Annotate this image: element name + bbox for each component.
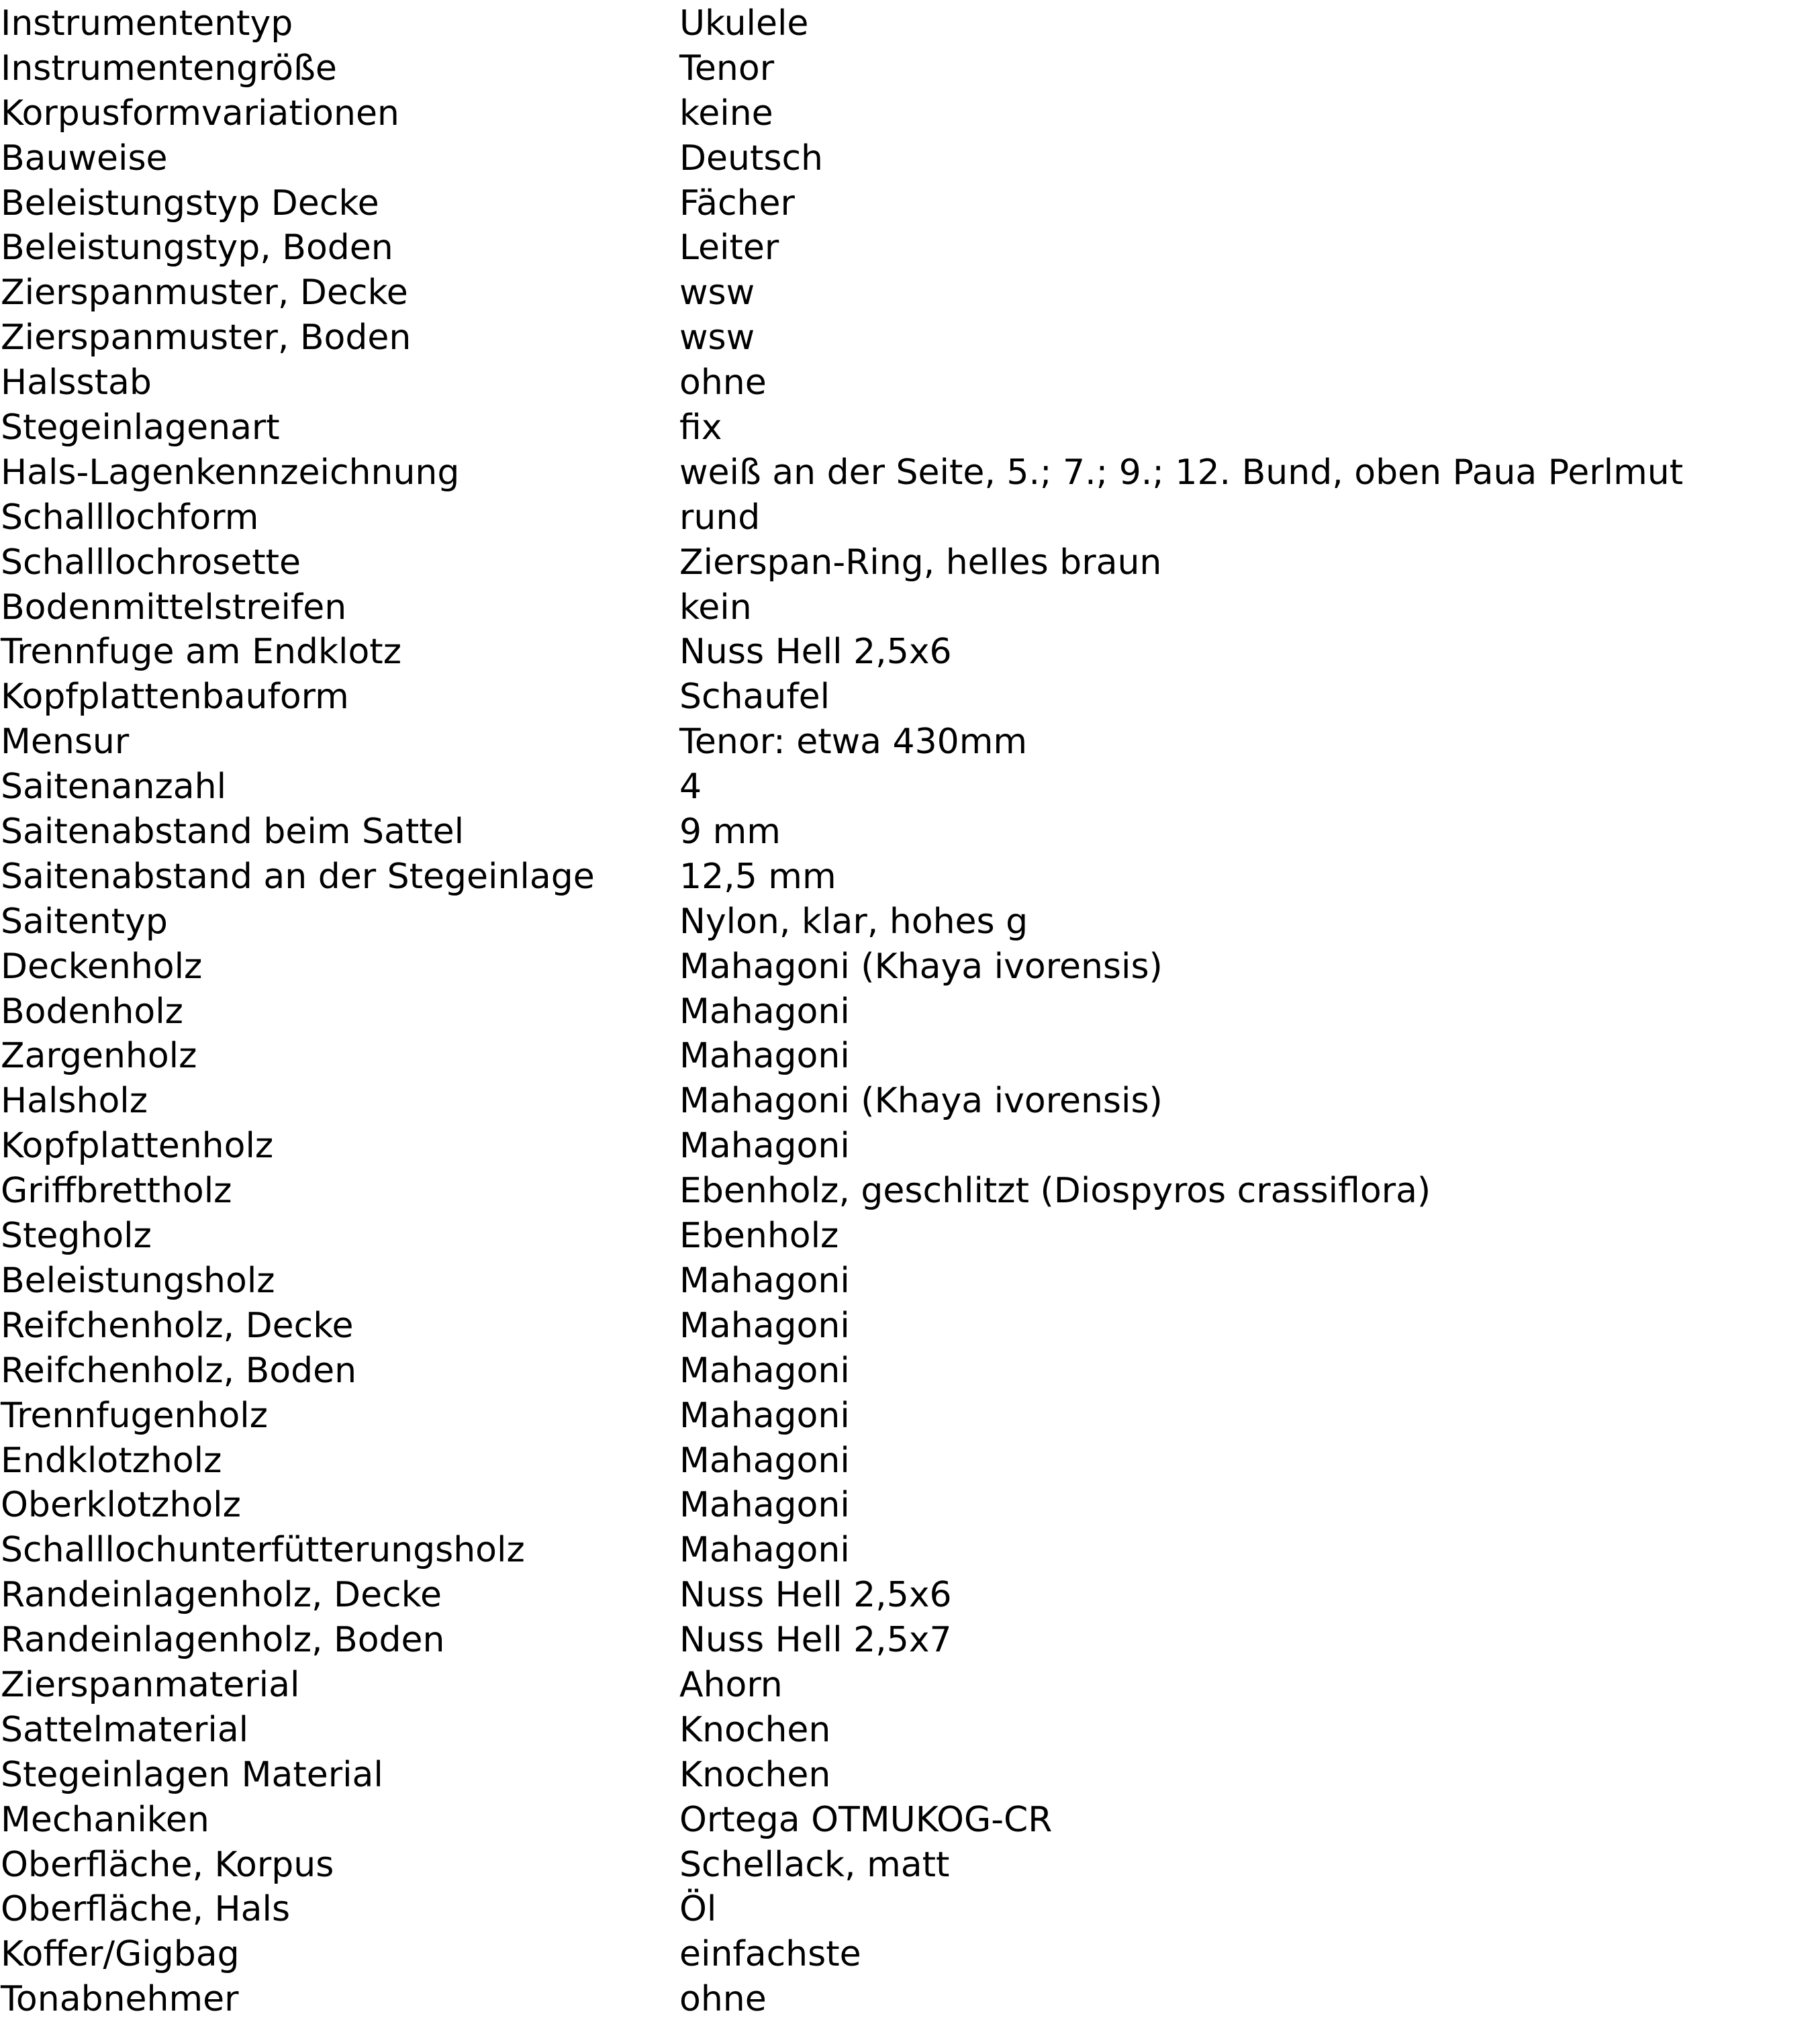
spec-row [0,765,1820,810]
spec-value: Ebenholz, geschlitzt (Diospyros crassiflora) [679,1171,1431,1212]
spec-label: Trennfugenholz [1,1395,268,1436]
spec-value: einfachste [679,1934,861,1975]
spec-row [0,585,1820,630]
spec-label: Halsstab [1,363,152,403]
spec-row [0,1394,1820,1439]
spec-row [0,630,1820,675]
spec-label: Beleistungstyp Decke [1,183,379,224]
spec-label: Bodenholz [1,991,183,1032]
spec-value: Mahagoni [679,1485,850,1526]
spec-label: Mechaniken [1,1799,209,1840]
spec-value: Ukulele [679,3,809,44]
spec-label: Koffer/Gigbag [1,1934,240,1975]
spec-row [0,1079,1820,1124]
spec-label: Instrumentengröße [1,48,337,89]
spec-value: Nuss Hell 2,5x6 [679,1575,952,1616]
spec-value: ohne [679,1979,767,2020]
spec-label: Hals-Lagenkennzeichnung [1,452,460,493]
spec-value: Zierspan-Ring, helles braun [679,542,1162,583]
spec-row [0,1124,1820,1169]
spec-label: Stegholz [1,1216,152,1257]
spec-row [0,91,1820,136]
spec-label: Schalllochunterfütterungsholz [1,1530,525,1571]
spec-value: fix [679,407,722,448]
spec-label: Randeinlagenholz, Boden [1,1620,445,1661]
spec-label: Tonabnehmer [1,1979,239,2020]
spec-row [0,405,1820,450]
spec-row [0,271,1820,316]
spec-label: Bauweise [1,138,168,179]
spec-row [0,1932,1820,1977]
spec-label: Oberklotzholz [1,1485,241,1526]
spec-value: keine [679,93,773,134]
spec-label: Kopfplattenbauform [1,677,349,718]
spec-row [0,46,1820,91]
spec-label: Saitenabstand beim Sattel [1,812,465,853]
spec-label: Sattelmaterial [1,1709,249,1750]
spec-value: wsw [679,318,755,358]
spec-row [0,540,1820,585]
spec-label: Oberfläche, Hals [1,1889,291,1930]
spec-value: Fächer [679,183,795,224]
spec-row [0,675,1820,720]
spec-row [0,810,1820,855]
spec-label: Halsholz [1,1081,148,1122]
spec-row [0,1887,1820,1932]
spec-label: Beleistungstyp, Boden [1,228,393,269]
spec-label: Saitentyp [1,901,168,942]
spec-label: Zierspanmuster, Decke [1,273,408,314]
spec-row [0,1304,1820,1349]
spec-row [0,720,1820,765]
spec-row [0,136,1820,181]
spec-label: Stegeinlagen Material [1,1754,383,1795]
spec-row [0,1977,1820,2022]
spec-value: Mahagoni (Khaya ivorensis) [679,1081,1163,1122]
spec-value: 4 [679,767,702,808]
spec-value: Öl [679,1889,717,1930]
spec-row [0,360,1820,405]
spec-table [0,1,1820,2022]
spec-value: Ortega OTMUKOG-CR [679,1799,1053,1840]
spec-value: Ahorn [679,1664,783,1705]
spec-label: Griffbrettholz [1,1171,232,1212]
spec-value: Mahagoni [679,1126,850,1167]
spec-row [0,1259,1820,1304]
spec-row [0,1349,1820,1394]
spec-label: Saitenanzahl [1,767,227,808]
spec-label: Deckenholz [1,946,203,987]
spec-label: Saitenabstand an der Stegeinlage [1,856,595,897]
spec-label: Instrumententyp [1,3,293,44]
spec-label: Zierspanmaterial [1,1664,300,1705]
spec-row [0,1,1820,46]
spec-row [0,990,1820,1034]
spec-row [0,1843,1820,1888]
spec-label: Reifchenholz, Boden [1,1350,357,1391]
spec-label: Zierspanmuster, Boden [1,318,412,358]
spec-value: Deutsch [679,138,824,179]
spec-value: 9 mm [679,812,781,853]
spec-label: Schalllochrosette [1,542,301,583]
spec-label: Mensur [1,722,130,763]
spec-value: kein [679,587,752,628]
spec-row [0,1034,1820,1079]
spec-value: Mahagoni (Khaya ivorensis) [679,946,1163,987]
spec-value: Tenor [679,48,775,89]
spec-row [0,900,1820,945]
spec-value: 12,5 mm [679,856,836,897]
spec-value: ohne [679,363,767,403]
spec-row [0,1753,1820,1798]
spec-row [0,226,1820,271]
spec-label: Trennfuge am Endklotz [1,632,401,673]
spec-value: Mahagoni [679,1036,850,1077]
spec-row [0,855,1820,900]
spec-label: Oberfläche, Korpus [1,1844,334,1885]
spec-value: Mahagoni [679,1260,850,1301]
spec-value: Tenor: etwa 430mm [679,722,1028,763]
spec-value: rund [679,497,761,538]
spec-row [0,316,1820,360]
spec-value: Nuss Hell 2,5x6 [679,632,952,673]
spec-value: Mahagoni [679,1530,850,1571]
spec-row [0,1708,1820,1753]
spec-row [0,1663,1820,1708]
spec-row [0,1214,1820,1259]
spec-row [0,495,1820,540]
spec-value: Nylon, klar, hohes g [679,901,1028,942]
spec-label: Korpusformvariationen [1,93,399,134]
spec-row [0,181,1820,226]
spec-label: Zargenholz [1,1036,197,1077]
spec-value: Schellack, matt [679,1844,950,1885]
spec-value: Mahagoni [679,991,850,1032]
spec-value: Leiter [679,228,779,269]
spec-row [0,1798,1820,1843]
spec-label: Beleistungsholz [1,1260,275,1301]
spec-label: Randeinlagenholz, Decke [1,1575,442,1616]
spec-label: Schalllochform [1,497,259,538]
spec-value: Mahagoni [679,1305,850,1346]
spec-label: Stegeinlagenart [1,407,280,448]
spec-row [0,1483,1820,1528]
spec-row [0,450,1820,495]
spec-value: Mahagoni [679,1440,850,1481]
spec-label: Kopfplattenholz [1,1126,274,1167]
spec-value: Mahagoni [679,1395,850,1436]
spec-value: Knochen [679,1754,831,1795]
spec-row [0,1573,1820,1618]
spec-label: Reifchenholz, Decke [1,1305,354,1346]
spec-row [0,1169,1820,1214]
spec-row [0,945,1820,990]
spec-value: Knochen [679,1709,831,1750]
spec-value: wsw [679,273,755,314]
spec-row [0,1618,1820,1663]
spec-value: Nuss Hell 2,5x7 [679,1620,952,1661]
spec-label: Endklotzholz [1,1440,222,1481]
spec-value: Mahagoni [679,1350,850,1391]
spec-value: Schaufel [679,677,830,718]
spec-value: weiß an der Seite, 5.; 7.; 9.; 12. Bund, oben Paua Perlmut [679,452,1684,493]
spec-label: Bodenmittelstreifen [1,587,347,628]
spec-row [0,1528,1820,1573]
spec-row [0,1439,1820,1484]
spec-value: Ebenholz [679,1216,839,1257]
